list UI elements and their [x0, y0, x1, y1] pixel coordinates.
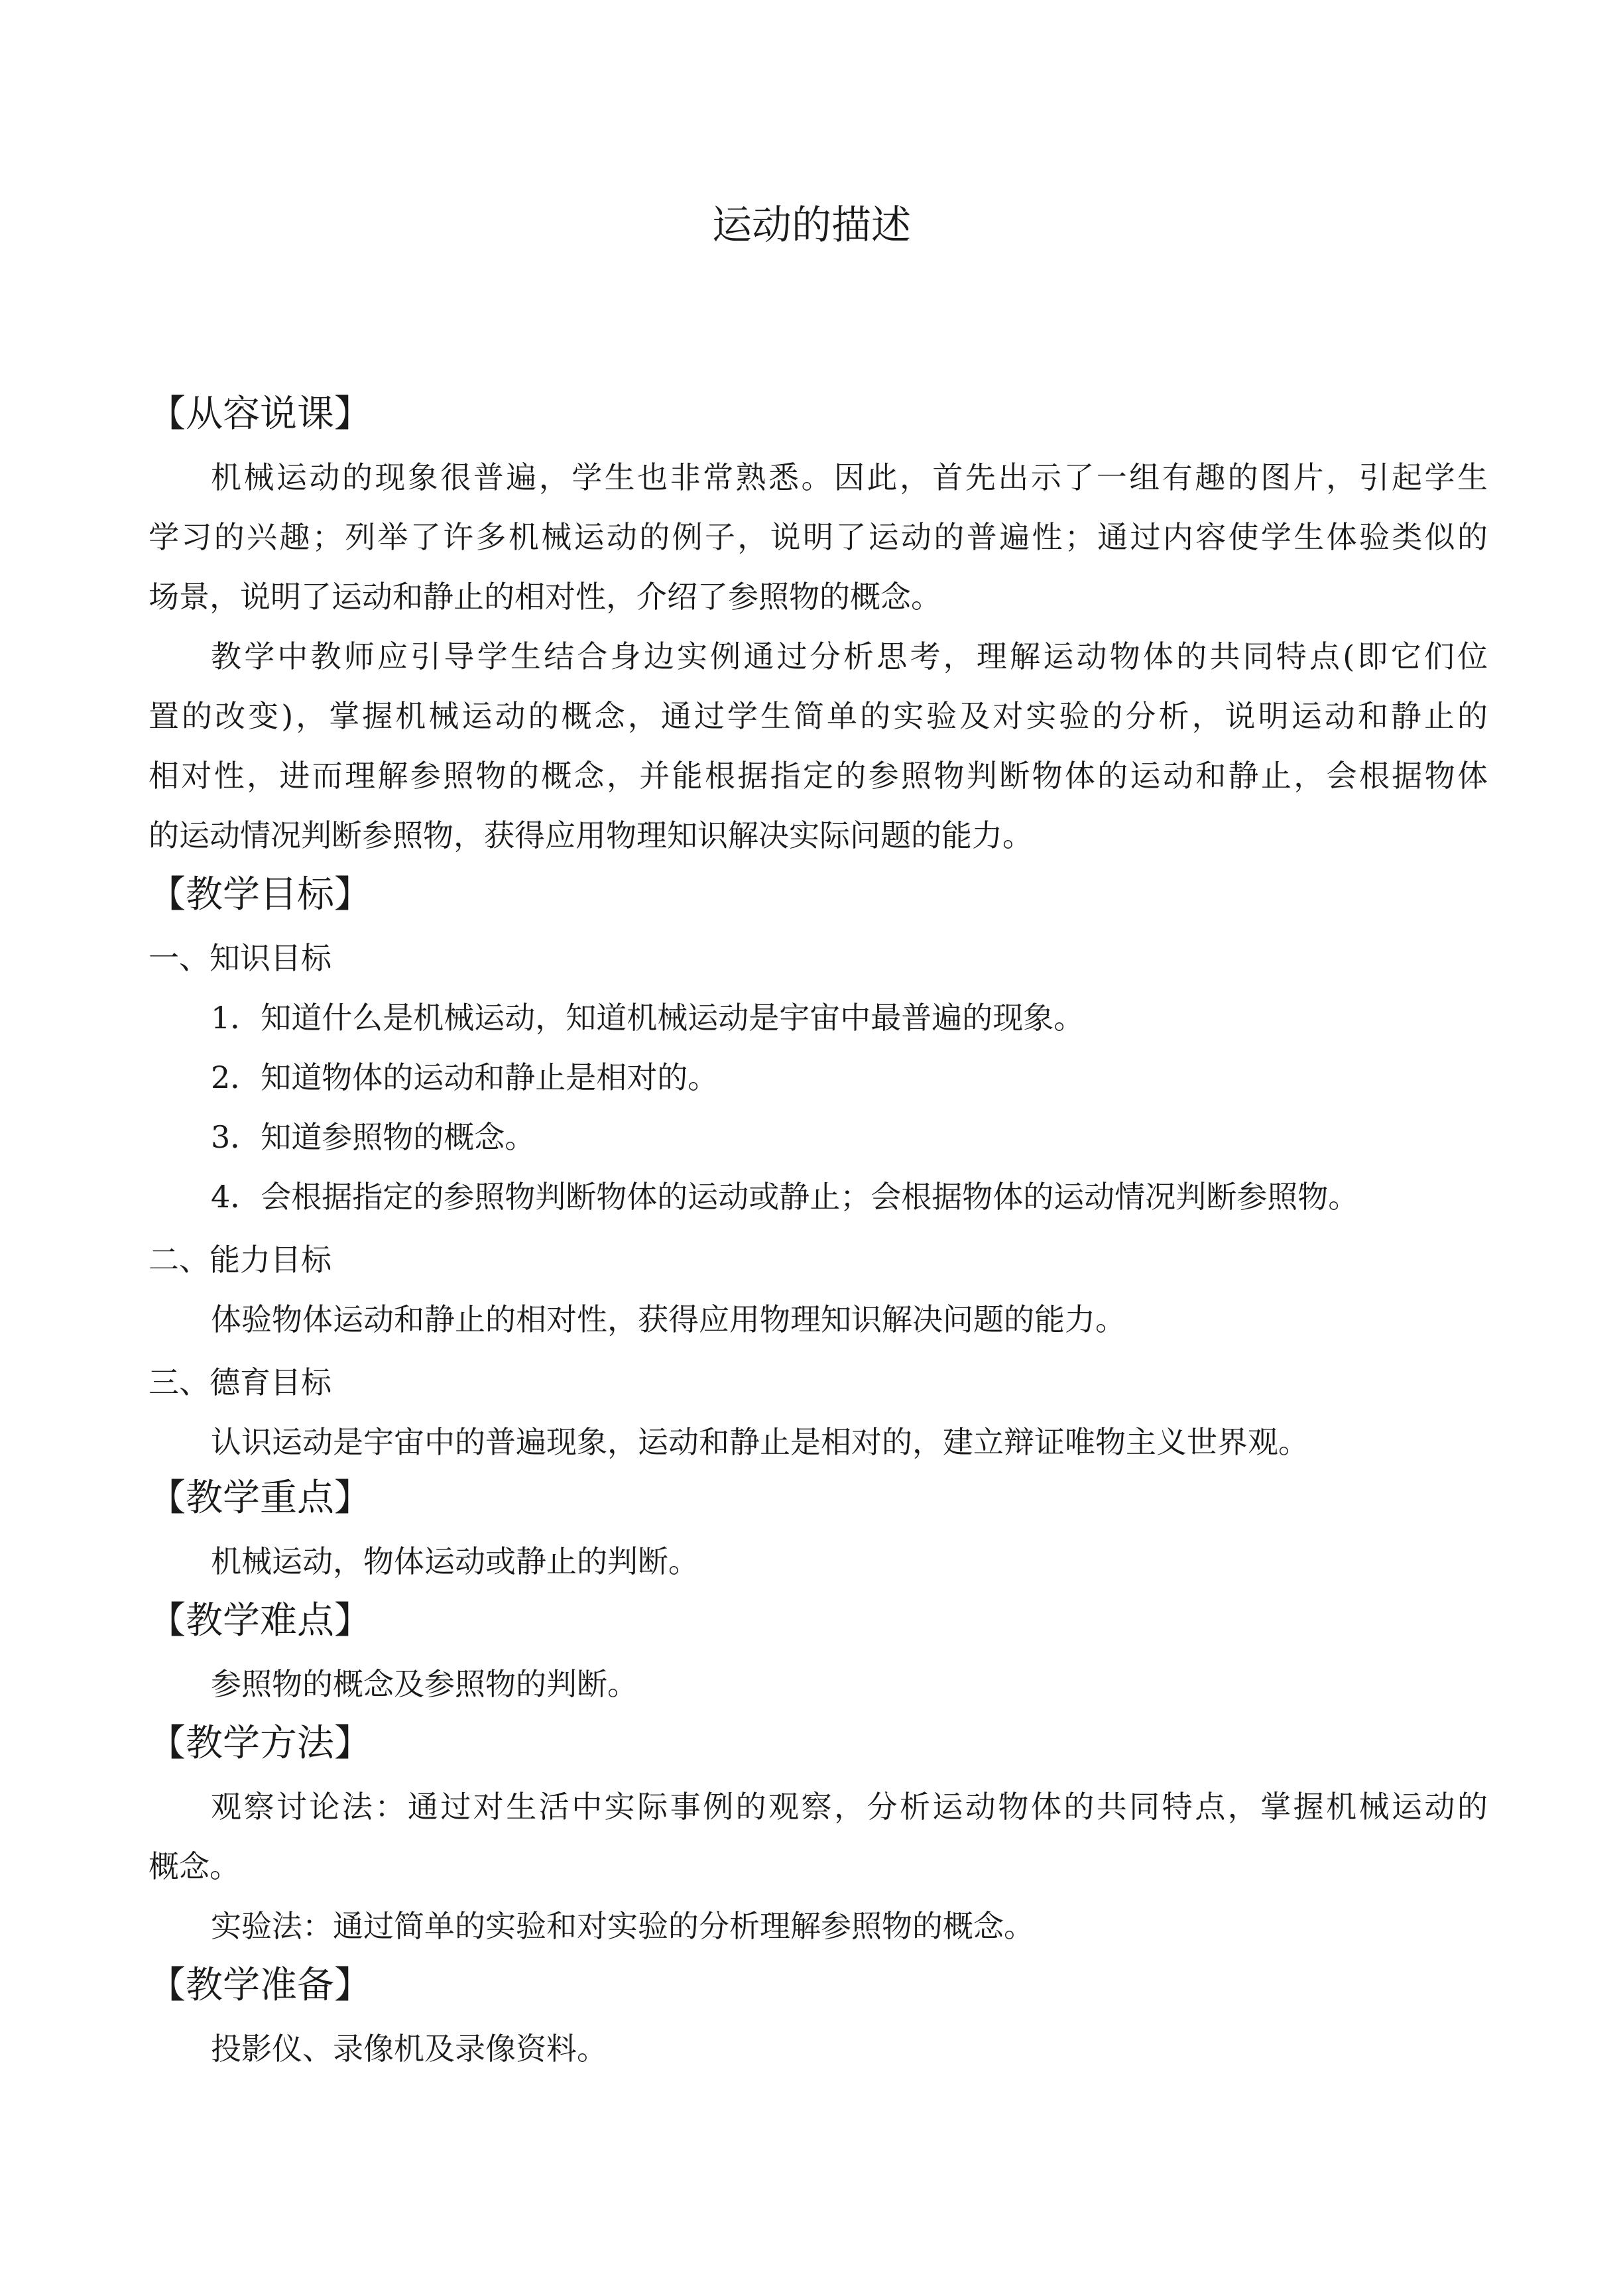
section-heading-lesson-intro: 【从容说课】: [149, 393, 371, 436]
section-heading-methods: 【教学方法】: [149, 1722, 371, 1765]
list-item: 4．会根据指定的参照物判断物体的运动或静止；会根据物体的运动情况判断参照物。: [211, 1179, 1359, 1215]
section-heading-objectives: 【教学目标】: [149, 873, 371, 916]
paragraph-line: 置的改变)，掌握机械运动的概念，通过学生简单的实验及对实验的分析，说明运动和静止的: [149, 698, 1488, 734]
paragraph-line: 机械运动，物体运动或静止的判断。: [211, 1543, 699, 1579]
subheading-knowledge: 一、知识目标: [149, 940, 331, 976]
section-heading-difficulties: 【教学难点】: [149, 1599, 371, 1642]
section-heading-key-points: 【教学重点】: [149, 1477, 371, 1520]
list-item: 3．知道参照物的概念。: [211, 1119, 536, 1155]
paragraph-line: 概念。: [149, 1848, 240, 1884]
document-title: 运动的描述: [712, 202, 911, 249]
paragraph-line: 的运动情况判断参照物，获得应用物理知识解决实际问题的能力。: [149, 817, 1033, 853]
paragraph-line: 机械运动的现象很普遍，学生也非常熟悉。因此，首先出示了一组有趣的图片，引起学生: [211, 459, 1488, 495]
paragraph-line: 学习的兴趣；列举了许多机械运动的例子，说明了运动的普遍性；通过内容使学生体验类似的: [149, 519, 1488, 555]
paragraph-line: 实验法：通过简单的实验和对实验的分析理解参照物的概念。: [211, 1908, 1034, 1944]
paragraph-line: 教学中教师应引导学生结合身边实例通过分析思考，理解运动物体的共同特点(即它们位: [211, 638, 1488, 674]
list-item: 1．知道什么是机械运动，知道机械运动是宇宙中最普遍的现象。: [211, 1000, 1085, 1036]
section-heading-preparation: 【教学准备】: [149, 1964, 371, 2007]
paragraph-line: 投影仪、录像机及录像资料。: [211, 2031, 607, 2067]
paragraph-line: 认识运动是宇宙中的普遍现象，运动和静止是相对的，建立辩证唯物主义世界观。: [211, 1424, 1309, 1460]
paragraph-line: 参照物的概念及参照物的判断。: [211, 1666, 638, 1702]
paragraph-line: 体验物体运动和静止的相对性，获得应用物理知识解决问题的能力。: [211, 1301, 1126, 1337]
paragraph-line: 相对性，进而理解参照物的概念，并能根据指定的参照物判断物体的运动和静止，会根据物体: [149, 758, 1488, 794]
paragraph-line: 场景，说明了运动和静止的相对性，介绍了参照物的概念。: [149, 579, 941, 615]
subheading-ability: 二、能力目标: [149, 1242, 331, 1278]
paragraph-line: 观察讨论法：通过对生活中实际事例的观察，分析运动物体的共同特点，掌握机械运动的: [211, 1789, 1488, 1825]
list-item: 2．知道物体的运动和静止是相对的。: [211, 1059, 719, 1095]
subheading-moral: 三、德育目标: [149, 1364, 331, 1400]
